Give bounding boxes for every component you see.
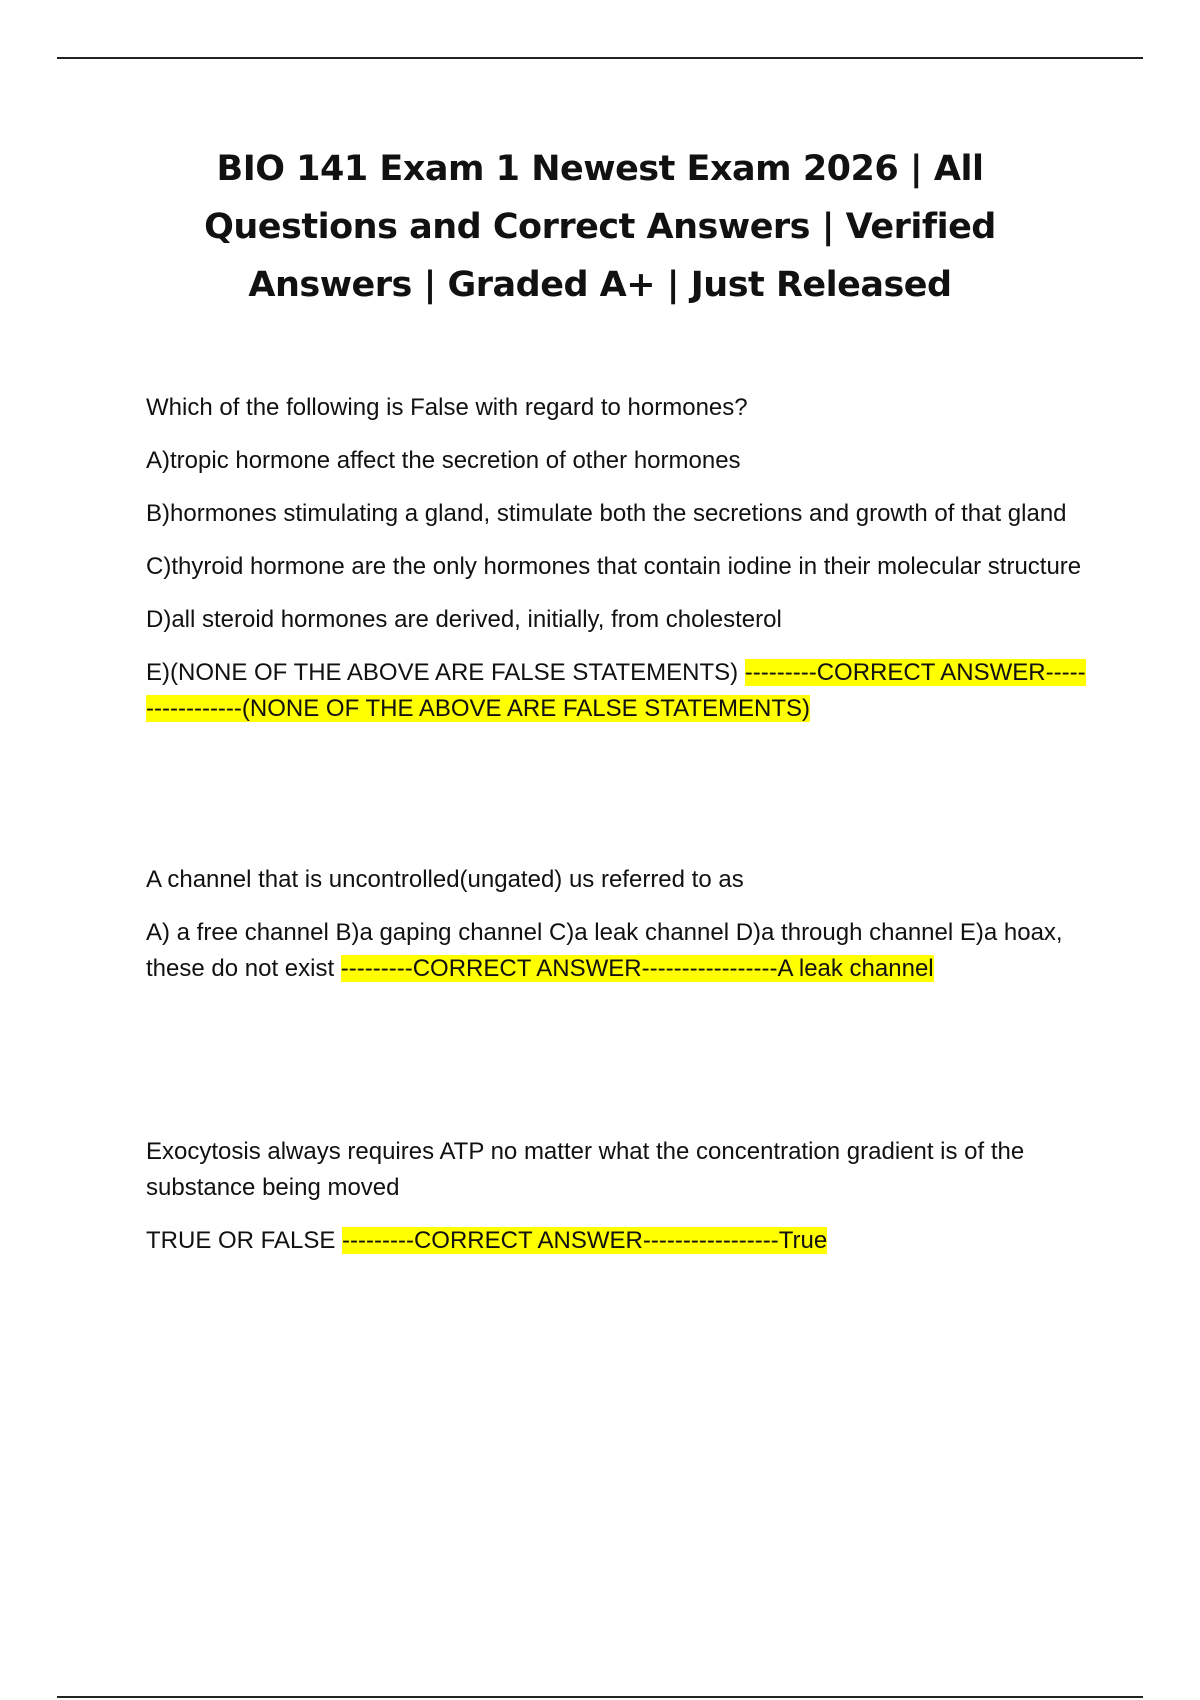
question-prompt: Which of the following is False with regard to hormones?: [146, 394, 748, 421]
spacer: [146, 744, 1092, 862]
bottom-rule: [57, 1696, 1143, 1698]
correct-answer-highlight: ---------CORRECT ANSWER-----------------(NONE OF THE ABOVE ARE FALSE STATEMENTS): [146, 659, 1086, 722]
top-rule: [57, 57, 1143, 59]
answer-option: B)hormones stimulating a gland, stimulate both the secretions and growth of that gland: [146, 500, 1067, 527]
answer-option: C)thyroid hormone are the only hormones that contain iodine in their molecular structure: [146, 553, 1082, 580]
question-block: [146, 390, 1092, 727]
option-text: E)(NONE OF THE ABOVE ARE FALSE STATEMENTS): [146, 659, 745, 686]
answer-option: [146, 1223, 1092, 1259]
spacer: [146, 1004, 1092, 1134]
option-text: TRUE OR FALSE: [146, 1227, 343, 1254]
document-title: BIO 141 Exam 1 Newest Exam 2026 | All Questions and Correct Answers | Verified Answers | Graded A+ | Just Released: [204, 149, 996, 305]
option-text: A) a free channel B)a gaping channel C)a leak channel D)a through channel E)a hoax, these do not exist: [146, 919, 1063, 982]
answer-option: [146, 655, 1092, 727]
correct-answer-highlight: ---------CORRECT ANSWER-----------------True: [342, 1227, 828, 1254]
question-prompt: A channel that is uncontrolled(ungated) us referred to as: [146, 866, 744, 893]
answer-option: A)tropic hormone affect the secretion of other hormones: [146, 447, 741, 474]
question-block: [146, 862, 1092, 987]
answer-option: D)all steroid hormones are derived, initially, from cholesterol: [146, 606, 782, 633]
question-block: [146, 1134, 1092, 1259]
correct-answer-highlight: ---------CORRECT ANSWER-----------------A leak channel: [340, 955, 934, 982]
question-prompt: Exocytosis always requires ATP no matter what the concentration gradient is of the substance being moved: [146, 1138, 1025, 1201]
document-body: [146, 390, 1092, 1276]
answer-option: [146, 915, 1092, 987]
